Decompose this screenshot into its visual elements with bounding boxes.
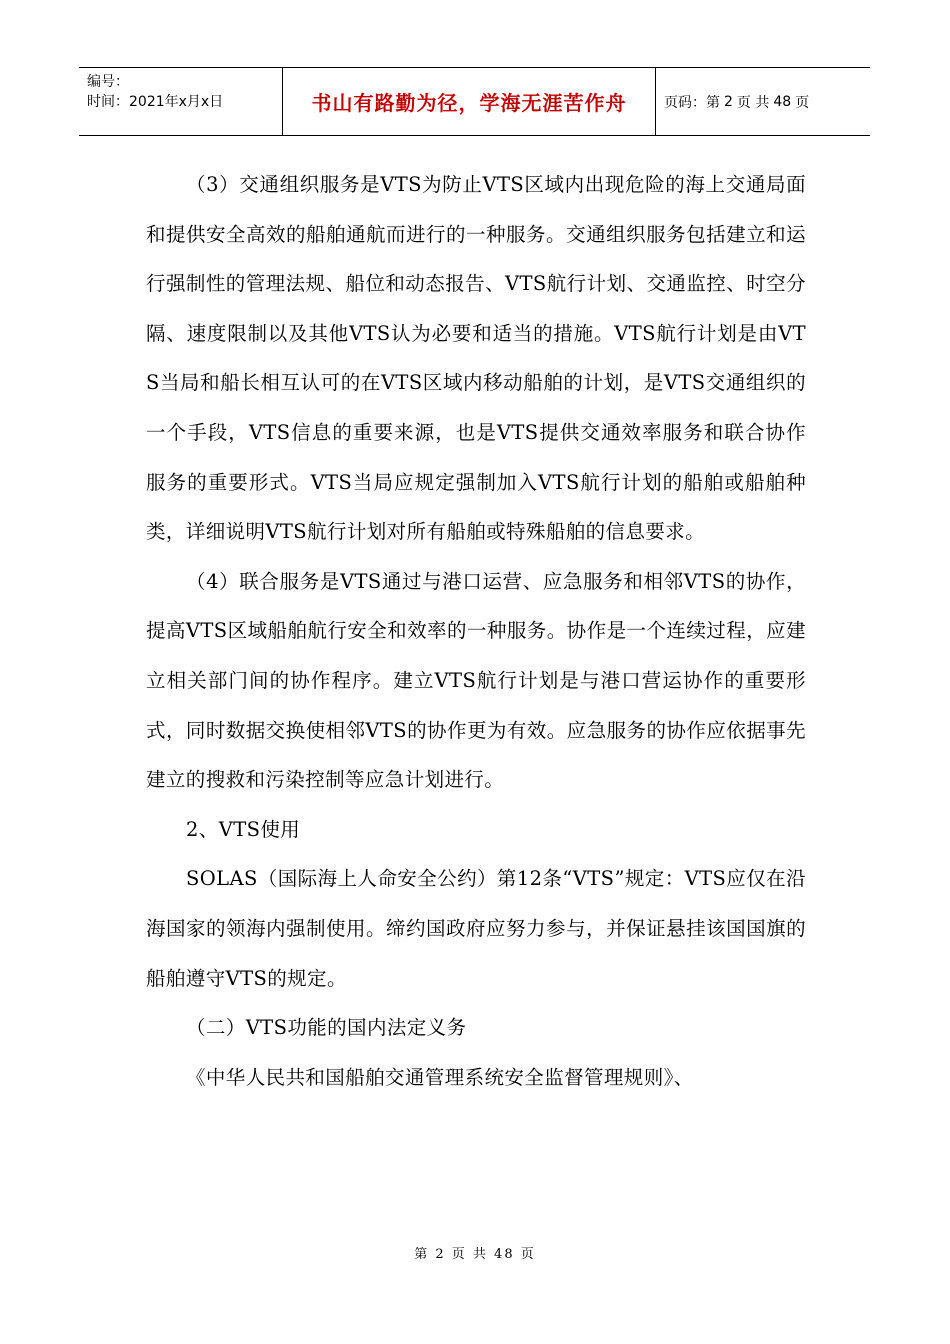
page-current: 2 — [724, 93, 733, 110]
section-heading-domestic-obligation: （二）VTS功能的国内法定义务 — [186, 1016, 467, 1040]
document-time-label: 时间：2021年x月x日 — [87, 94, 224, 110]
paragraph-traffic-organization: （3）交通组织服务是VTS为防止VTS区域内出现危险的海上交通局面和提供安全高效的船舶通航而进行的一种服务。交通组织服务包括建立和运行强制性的管理法规、船位和动态报告、VTS航行计划、交通监控、时空分隔、速度限制以及其他VTS认为必要和适当的措施。VTS航行计划是由VTS当局和船长相互认可的在VTS区域内移动船舶的计划，是VTS交通组织的一个手段，VTS信息的重要来源，也是VTS提供交通效率服务和联合协作服务的重要形式。VTS当局应规定强制加入VTS航行计划的船舶或船舶种类，详细说明VTS航行计划对所有船舶或特殊船舶的信息要求。 — [146, 173, 806, 544]
paragraph-regulation-title: 《中华人民共和国船舶交通管理系统安全监督管理规则》、 — [186, 1065, 694, 1089]
page-header — [79, 67, 870, 136]
section-heading-vts-use: 2、VTS使用 — [186, 817, 301, 841]
page-total: 48 — [773, 93, 792, 110]
header-page-number — [656, 68, 870, 135]
header-meta — [79, 68, 283, 135]
document-body — [146, 160, 806, 1102]
paragraph-solas: SOLAS（国际海上人命安全公约）第12条“VTS”规定：VTS应仅在沿海国家的领海内强制使用。缔约国政府应努力参与，并保证悬挂该国国旗的船舶遵守VTS的规定。 — [146, 867, 806, 990]
page-label: 页码：第 — [664, 94, 720, 111]
document-number-label: 编号： — [87, 74, 129, 90]
paragraph-joint-service: （4）联合服务是VTS通过与港口运营、应急服务和相邻VTS的协作，提高VTS区域船舶航行安全和效率的一种服务。协作是一个连续过程，应建立相关部门间的协作程序。建立VTS航行计划是与港口营运协作的重要形式，同时数据交换使相邻VTS的协作更为有效。应急服务的协作应依据事先建立的搜救和污染控制等应急计划进行。 — [146, 569, 806, 792]
page-mid: 页 共 — [736, 94, 770, 111]
header-motto: 书山有路勤为径，学海无涯苦作舟 — [283, 68, 656, 135]
page-end: 页 — [795, 94, 810, 111]
page-footer: 第 2 页 共 48 页 — [414, 1247, 536, 1262]
